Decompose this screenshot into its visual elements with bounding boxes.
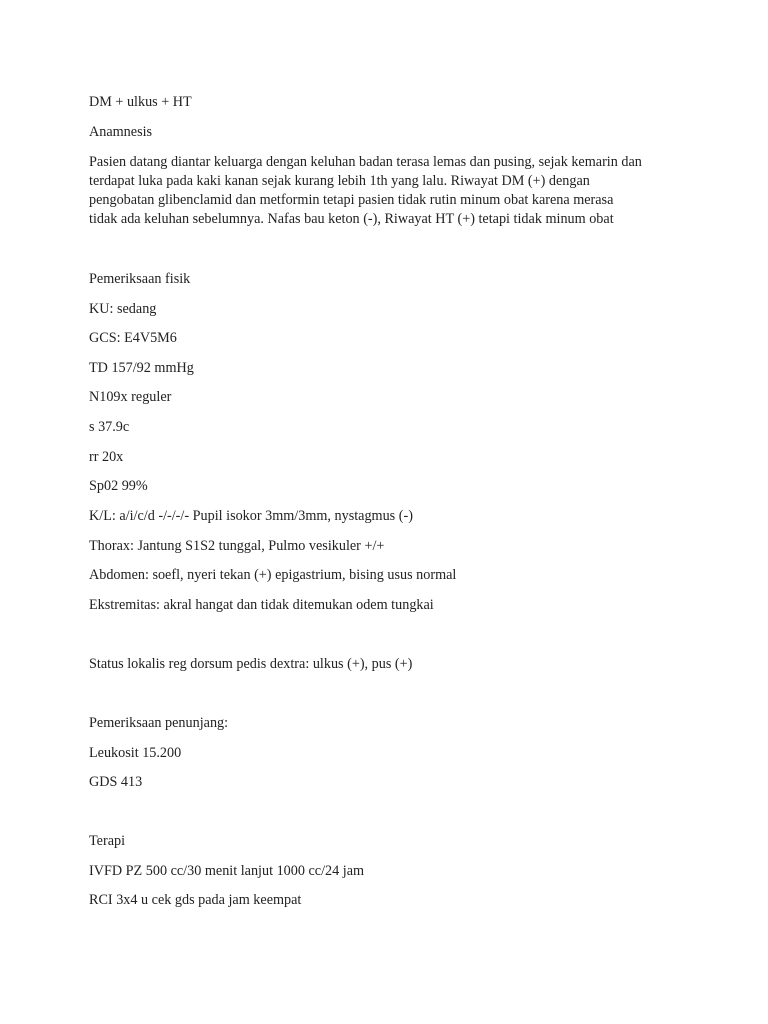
status-lokalis-line: Status lokalis reg dorsum pedis dextra: ulkus (+), pus (+) bbox=[89, 656, 413, 672]
ivfd-line: IVFD PZ 500 cc/30 menit lanjut 1000 cc/24 jam bbox=[89, 863, 365, 879]
gcs-line: GCS: E4V5M6 bbox=[89, 330, 177, 346]
anamnesis-line: tidak ada keluhan sebelumnya. Nafas bau keton (-), Riwayat HT (+) tetapi tidak minum obat bbox=[89, 211, 614, 227]
head-neck-line: K/L: a/i/c/d -/-/-/- Pupil isokor 3mm/3mm, nystagmus (-) bbox=[89, 508, 413, 524]
rci-line: RCI 3x4 u cek gds pada jam keempat bbox=[89, 892, 302, 908]
thorax-line: Thorax: Jantung S1S2 tunggal, Pulmo vesikuler +/+ bbox=[89, 538, 385, 554]
supporting-exam-heading: Pemeriksaan penunjang: bbox=[89, 715, 229, 731]
anamnesis-line: Pasien datang diantar keluarga dengan keluhan badan terasa lemas dan pusing, sejak kemarin dan bbox=[89, 154, 642, 170]
anamnesis-heading: Anamnesis bbox=[89, 124, 153, 140]
blood-glucose-line: GDS 413 bbox=[89, 774, 143, 790]
anamnesis-line: pengobatan glibenclamid dan metformin tetapi pasien tidak rutin minum obat karena merasa bbox=[89, 192, 614, 208]
temperature-line: s 37.9c bbox=[89, 419, 130, 435]
document-title: DM + ulkus + HT bbox=[89, 94, 192, 110]
physical-exam-heading: Pemeriksaan fisik bbox=[89, 271, 191, 287]
leukocyte-line: Leukosit 15.200 bbox=[89, 745, 182, 761]
blood-pressure-line: TD 157/92 mmHg bbox=[89, 360, 194, 376]
anamnesis-line: terdapat luka pada kaki kanan sejak kurang lebih 1th yang lalu. Riwayat DM (+) dengan bbox=[89, 173, 590, 189]
extremities-line: Ekstremitas: akral hangat dan tidak ditemukan odem tungkai bbox=[89, 597, 434, 613]
anamnesis-paragraph bbox=[89, 153, 709, 229]
respiratory-rate-line: rr 20x bbox=[89, 449, 124, 465]
therapy-heading: Terapi bbox=[89, 833, 126, 849]
pulse-line: N109x reguler bbox=[89, 389, 172, 405]
spo2-line: Sp02 99% bbox=[89, 478, 148, 494]
ku-line: KU: sedang bbox=[89, 301, 157, 317]
abdomen-line: Abdomen: soefl, nyeri tekan (+) epigastrium, bising usus normal bbox=[89, 567, 457, 583]
